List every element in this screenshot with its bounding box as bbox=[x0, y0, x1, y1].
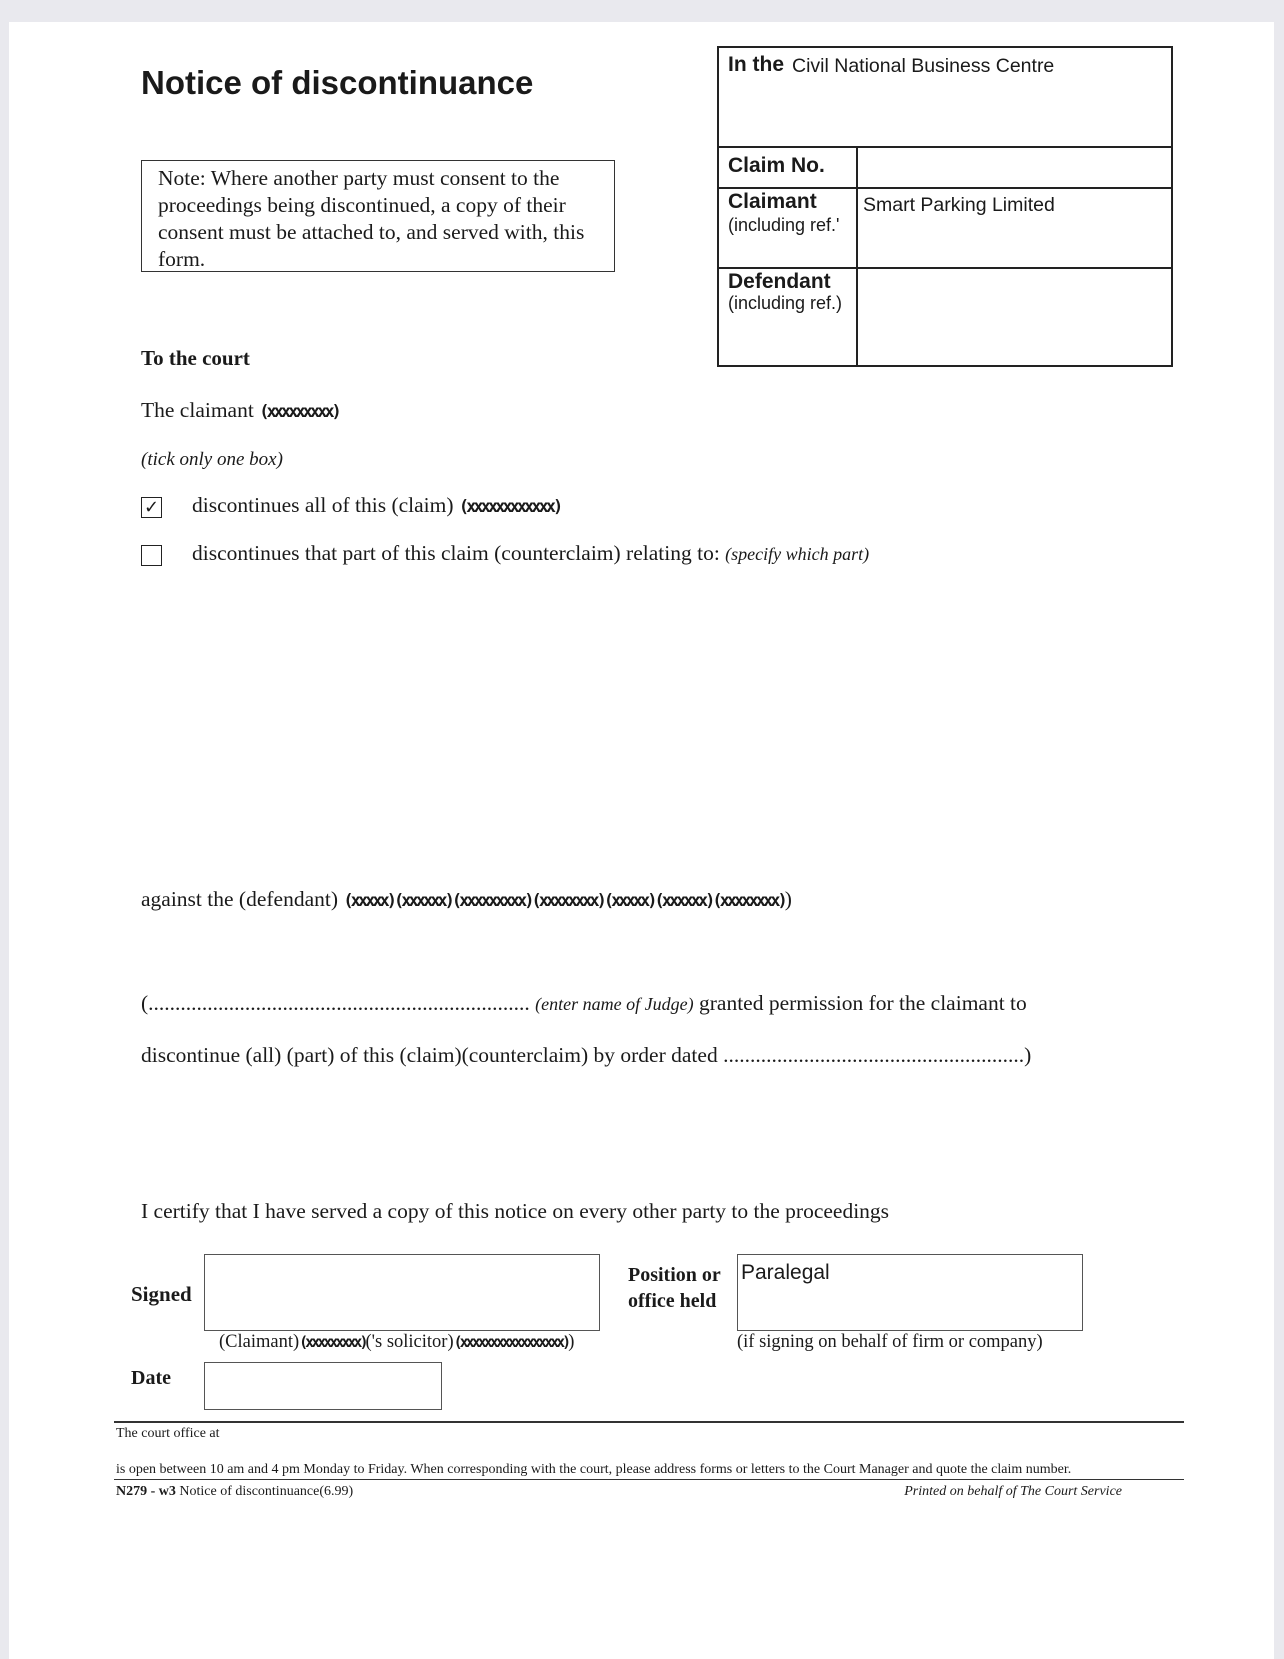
judge-name-field[interactable]: (....................................................................... bbox=[141, 991, 530, 1015]
discontinue-all-option bbox=[192, 493, 560, 518]
footer-rule bbox=[114, 1479, 1184, 1480]
tick-hint: (tick only one box) bbox=[141, 449, 283, 470]
claim-no-label: Claim No. bbox=[728, 154, 825, 177]
option-hint: (specify which part) bbox=[725, 544, 870, 564]
discontinue-order-line: discontinue (all) (part) of this (claim)(counterclaim) by order dated ........................................................) bbox=[141, 1043, 1032, 1067]
signed-label: Signed bbox=[131, 1282, 192, 1306]
date-field[interactable] bbox=[204, 1362, 442, 1410]
form-page bbox=[9, 22, 1274, 1659]
to-the-court: To the court bbox=[141, 346, 250, 370]
form-code: N279 - w3 bbox=[116, 1484, 176, 1499]
divider bbox=[719, 187, 1171, 189]
role-close: ) bbox=[568, 1332, 575, 1352]
divider bbox=[719, 146, 1171, 148]
struck-through-text: (xxxxxxxxx) bbox=[259, 402, 339, 422]
in-the-label: In the bbox=[728, 53, 784, 76]
divider bbox=[719, 267, 1171, 269]
role-mid: ('s solicitor) bbox=[365, 1332, 454, 1352]
claimant-label: Claimant bbox=[728, 190, 817, 213]
against-text: against the (defendant) bbox=[141, 887, 338, 911]
certify-statement: I certify that I have served a copy of this notice on every other party to the proceedings bbox=[141, 1199, 890, 1223]
against-line bbox=[141, 887, 792, 912]
against-close: ) bbox=[784, 887, 792, 911]
option-text: discontinues that part of this claim (counterclaim) relating to: bbox=[192, 541, 720, 565]
claimant-field[interactable]: Smart Parking Limited bbox=[863, 194, 1055, 216]
struck-through-text: (xxxxxxxxxxxxxxxxx) bbox=[453, 1333, 569, 1351]
position-label bbox=[628, 1262, 721, 1314]
judge-line bbox=[141, 991, 1027, 1016]
form-name: Notice of discontinuance(6.99) bbox=[179, 1484, 354, 1499]
court-name[interactable]: Civil National Business Centre bbox=[792, 55, 1055, 77]
court-office: The court office at bbox=[116, 1426, 220, 1441]
role-prefix: (Claimant) bbox=[219, 1332, 300, 1352]
option-text: discontinues all of this (claim) bbox=[192, 493, 454, 517]
claimant-line bbox=[141, 398, 339, 423]
printed-by: Printed on behalf of The Court Service bbox=[904, 1484, 1122, 1499]
discontinue-part-checkbox[interactable] bbox=[141, 545, 162, 566]
opening-hours: is open between 10 am and 4 pm Monday to Friday. When corresponding with the court, please address forms or letters to the Court Manager and quote the claim number. bbox=[116, 1462, 1072, 1477]
date-label: Date bbox=[131, 1367, 171, 1389]
consent-note: Note: Where another party must consent to the proceedings being discontinued, a copy of their consent must be attached to, and served with, this form. bbox=[141, 160, 615, 272]
divider bbox=[856, 146, 858, 367]
position-label-line: office held bbox=[628, 1290, 717, 1312]
specify-part-field[interactable] bbox=[192, 582, 1172, 862]
discontinue-part-option bbox=[192, 541, 869, 566]
position-value: Paralegal bbox=[741, 1261, 830, 1284]
form-title: Notice of discontinuance bbox=[141, 64, 534, 101]
struck-through-text: (xxxxx)(xxxxxx)(xxxxxxxxx)(xxxxxxxx)(xxxxx)(xxxxxx)(xxxxxxxx) bbox=[343, 891, 785, 911]
claimant-ref-label: (including ref.' bbox=[728, 215, 840, 235]
position-hint: (if signing on behalf of firm or company) bbox=[737, 1332, 1043, 1352]
struck-through-text: (xxxxxxxxxxxx) bbox=[458, 497, 561, 517]
signature-field[interactable] bbox=[204, 1254, 600, 1331]
position-field[interactable] bbox=[737, 1254, 1083, 1331]
judge-hint: (enter name of Judge) bbox=[535, 994, 694, 1014]
defendant-ref-label: (including ref.) bbox=[728, 293, 843, 313]
judge-line-end: granted permission for the claimant to bbox=[699, 991, 1027, 1015]
claimant-line-text: The claimant bbox=[141, 398, 254, 422]
signatory-role bbox=[219, 1332, 574, 1353]
discontinue-all-checkbox[interactable]: ✓ bbox=[141, 497, 162, 518]
form-reference bbox=[116, 1484, 353, 1500]
struck-through-text: (xxxxxxxxx) bbox=[299, 1333, 366, 1351]
position-label-line: Position or bbox=[628, 1264, 721, 1286]
footer-rule bbox=[114, 1421, 1184, 1423]
defendant-label: Defendant bbox=[728, 270, 831, 293]
court-details-box bbox=[717, 46, 1173, 367]
